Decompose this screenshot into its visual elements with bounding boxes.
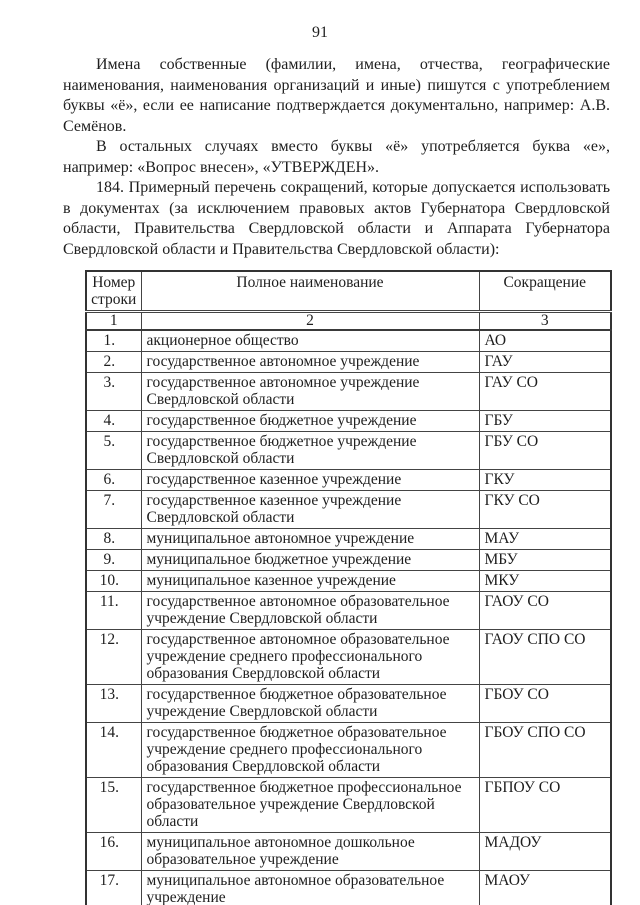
cell-full-name: государственное автономное учреждение Свердловской области bbox=[141, 373, 479, 411]
cell-abbreviation: МКУ bbox=[479, 571, 611, 592]
cell-abbreviation: МАУ bbox=[479, 529, 611, 550]
column-number-1: 1 bbox=[86, 312, 141, 331]
cell-row-number: 15. bbox=[86, 778, 141, 833]
cell-abbreviation: МАДОУ bbox=[479, 833, 611, 871]
cell-row-number: 2. bbox=[86, 352, 141, 373]
cell-full-name: государственное бюджетное образовательное учреждение Свердловской области bbox=[141, 685, 479, 723]
cell-row-number: 10. bbox=[86, 571, 141, 592]
paragraph-184-abbreviations-intro: 184. Примерный перечень сокращений, которые допускается использовать в документах (за исключением правовых актов Губернатора Свердловской области, Правительства Свердловской области и Аппарата Губернатора Свердловской области и Правительства Свердловской области): bbox=[63, 179, 610, 258]
paragraph-proper-names: Имена собственные (фамилии, имена, отчества, географические наименования, наименования организаций и иные) пишутся с употреблением буквы «ё», если ее написание подтверждается документально, например: А.В. Семёнов. bbox=[63, 56, 610, 135]
body-text bbox=[63, 55, 610, 260]
cell-abbreviation: ГАУ bbox=[479, 352, 611, 373]
column-number-3: 3 bbox=[479, 312, 611, 331]
cell-abbreviation: ГБОУ СО bbox=[479, 685, 611, 723]
cell-full-name: муниципальное автономное учреждение bbox=[141, 529, 479, 550]
column-number-row bbox=[86, 312, 611, 331]
table-row bbox=[86, 592, 611, 630]
cell-abbreviation: ГАОУ СПО СО bbox=[479, 630, 611, 685]
cell-row-number: 6. bbox=[86, 470, 141, 491]
table-row bbox=[86, 778, 611, 833]
cell-abbreviation: МБУ bbox=[479, 550, 611, 571]
table-row bbox=[86, 330, 611, 352]
paragraph-letter-e-rule: В остальных случаях вместо буквы «ё» употребляется буква «е», например: «Вопрос внесен», «УТВЕРЖДЕН». bbox=[63, 138, 610, 176]
cell-full-name: государственное автономное образовательное учреждение Свердловской области bbox=[141, 592, 479, 630]
cell-row-number: 8. bbox=[86, 529, 141, 550]
column-number-2: 2 bbox=[141, 312, 479, 331]
cell-abbreviation: ГБУ СО bbox=[479, 432, 611, 470]
cell-abbreviation: ГБУ bbox=[479, 411, 611, 432]
header-abbreviation: Сокращение bbox=[479, 271, 611, 312]
table-row bbox=[86, 491, 611, 529]
cell-abbreviation: ГКУ СО bbox=[479, 491, 611, 529]
cell-full-name: муниципальное бюджетное учреждение bbox=[141, 550, 479, 571]
cell-full-name: государственное бюджетное учреждение Свердловской области bbox=[141, 432, 479, 470]
header-row-number: Номер строки bbox=[86, 271, 141, 312]
table-row bbox=[86, 571, 611, 592]
cell-row-number: 3. bbox=[86, 373, 141, 411]
cell-full-name: государственное автономное учреждение bbox=[141, 352, 479, 373]
cell-row-number: 13. bbox=[86, 685, 141, 723]
cell-full-name: муниципальное казенное учреждение bbox=[141, 571, 479, 592]
cell-row-number: 7. bbox=[86, 491, 141, 529]
cell-full-name: государственное казенное учреждение bbox=[141, 470, 479, 491]
table-row bbox=[86, 685, 611, 723]
cell-full-name: государственное бюджетное образовательное учреждение среднего профессионального образования Свердловской области bbox=[141, 723, 479, 778]
cell-full-name: государственное казенное учреждение Свердловской области bbox=[141, 491, 479, 529]
cell-abbreviation: ГКУ bbox=[479, 470, 611, 491]
cell-row-number: 16. bbox=[86, 833, 141, 871]
table-row bbox=[86, 411, 611, 432]
abbreviations-table-body bbox=[86, 330, 611, 905]
table-row bbox=[86, 630, 611, 685]
table-row bbox=[86, 833, 611, 871]
cell-full-name: муниципальное автономное дошкольное образовательное учреждение bbox=[141, 833, 479, 871]
cell-row-number: 1. bbox=[86, 330, 141, 352]
cell-abbreviation: ГБОУ СПО СО bbox=[479, 723, 611, 778]
cell-row-number: 9. bbox=[86, 550, 141, 571]
cell-full-name: акционерное общество bbox=[141, 330, 479, 352]
cell-abbreviation: МАОУ bbox=[479, 871, 611, 905]
cell-row-number: 11. bbox=[86, 592, 141, 630]
table-row bbox=[86, 373, 611, 411]
cell-row-number: 12. bbox=[86, 630, 141, 685]
cell-row-number: 4. bbox=[86, 411, 141, 432]
cell-full-name: государственное бюджетное учреждение bbox=[141, 411, 479, 432]
table-row bbox=[86, 352, 611, 373]
page-number: 91 bbox=[312, 24, 328, 41]
cell-full-name: муниципальное автономное образовательное учреждение bbox=[141, 871, 479, 905]
cell-row-number: 17. bbox=[86, 871, 141, 905]
cell-full-name: государственное бюджетное профессиональное образовательное учреждение Свердловской области bbox=[141, 778, 479, 833]
table-row bbox=[86, 529, 611, 550]
table-row bbox=[86, 871, 611, 905]
table-header-row bbox=[86, 271, 611, 312]
cell-abbreviation: ГБПОУ СО bbox=[479, 778, 611, 833]
table-row bbox=[86, 470, 611, 491]
cell-row-number: 14. bbox=[86, 723, 141, 778]
cell-abbreviation: АО bbox=[479, 330, 611, 352]
cell-abbreviation: ГАУ СО bbox=[479, 373, 611, 411]
cell-full-name: государственное автономное образовательное учреждение среднего профессионального образования Свердловской области bbox=[141, 630, 479, 685]
abbreviations-table bbox=[85, 270, 612, 905]
cell-row-number: 5. bbox=[86, 432, 141, 470]
cell-abbreviation: ГАОУ СО bbox=[479, 592, 611, 630]
table-row bbox=[86, 550, 611, 571]
header-full-name: Полное наименование bbox=[141, 271, 479, 312]
table-row bbox=[86, 723, 611, 778]
table-row bbox=[86, 432, 611, 470]
